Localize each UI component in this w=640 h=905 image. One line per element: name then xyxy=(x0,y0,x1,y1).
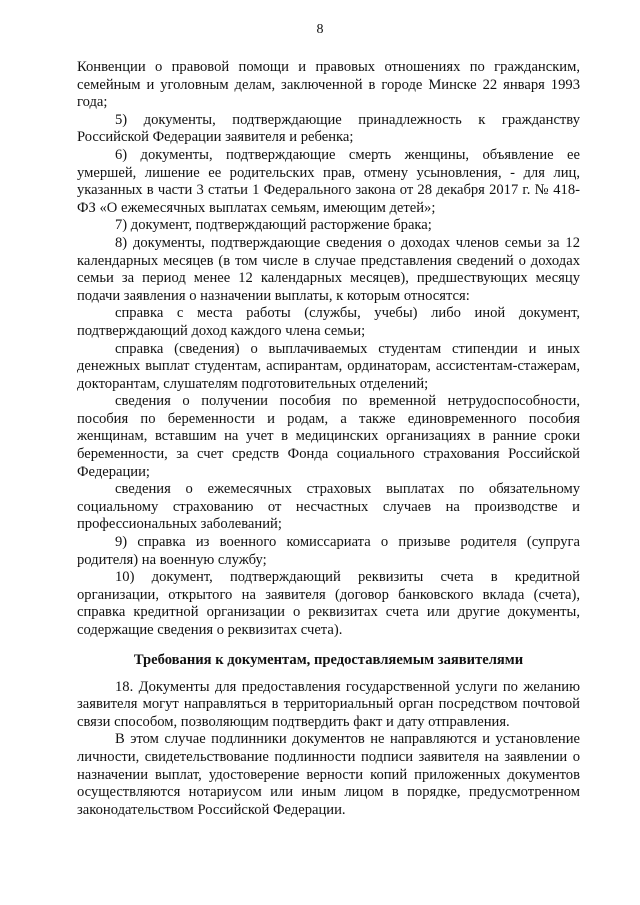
paragraph-work-certificate: справка с места работы (службы, учебы) либо иной документ, подтверждающий доход каждого члена семьи; xyxy=(77,305,580,339)
document-body xyxy=(77,59,580,819)
paragraph-item-6-death-documents: 6) документы, подтверждающие смерть женщины, объявление ее умершей, лишение ее родительских прав, отмену усыновления, - для лиц, указанных в части 3 статьи 1 Федерального закона от 28 декабря 2017 г. № 418-ФЗ «О ежемесячных выплатах семьям, имеющим детей»; xyxy=(77,146,580,216)
paragraph-disability-benefits: сведения о получении пособия по временной нетрудоспособности, пособия по беременности и родам, а также единовременного пособия женщинам, вставшим на учет в медицинских организациях в ранние сроки беременности, за счет средств Фонда социального страхования Российской Федерации; xyxy=(77,393,580,480)
paragraph-convention-continuation: Конвенции о правовой помощи и правовых отношениях по гражданским, семейным и уголовным делам, заключенной в городе Минске 22 января 1993 года; xyxy=(77,59,580,111)
paragraph-item-7-divorce: 7) документ, подтверждающий расторжение брака; xyxy=(115,217,432,234)
paragraph-item-10-bank-account: 10) документ, подтверждающий реквизиты счета в кредитной организации, открытого на заявителя (договор банковского вклада (счета), справка кредитной организации о реквизитах счета или другие документы, содержащие сведения о реквизитах счета). xyxy=(77,569,580,638)
paragraph-insurance-payments: сведения о ежемесячных страховых выплатах по обязательному социальному страхованию от несчастных случаев на производстве и профессиональных заболеваний; xyxy=(77,481,580,533)
paragraph-item-5-citizenship: 5) документы, подтверждающие принадлежность к гражданству Российской Федерации заявителя и ребенка; xyxy=(77,111,580,146)
paragraph-item-18-postal: 18. Документы для предоставления государственной услуги по желанию заявителя могут направляться в территориальный орган посредством почтовой связи способом, позволяющим подтвердить факт и дату отправления. xyxy=(77,678,580,730)
paragraph-student-payments: справка (сведения) о выплачиваемых студентам стипендии и иных денежных выплат студентам, аспирантам, ординаторам, ассистентам-стажерам, докторантам, слушателям подготовительных отделений; xyxy=(77,340,580,392)
paragraph-originals-notary: В этом случае подлинники документов не направляются и установление личности, свидетельствование подлинности подписи заявителя на заявлении о назначении выплат, удостоверение верности копий приложенных документов осуществляются нотариусом или иным лицом в порядке, предусмотренном законодательством Российской Федерации. xyxy=(77,731,580,818)
page-number: 8 xyxy=(316,22,324,37)
paragraph-item-8-income: 8) документы, подтверждающие сведения о доходах членов семьи за 12 календарных месяцев (в том числе в случае представления сведений о доходах семьи за период менее 12 календарных месяцев), предшествующих месяцу подачи заявления о назначении выплаты, к которым относятся: xyxy=(77,234,580,304)
paragraph-item-9-military: 9) справка из военного комиссариата о призыве родителя (супруга родителя) на военную службу; xyxy=(77,534,580,568)
section-heading: Требования к документам, предоставляемым заявителями xyxy=(133,651,524,668)
